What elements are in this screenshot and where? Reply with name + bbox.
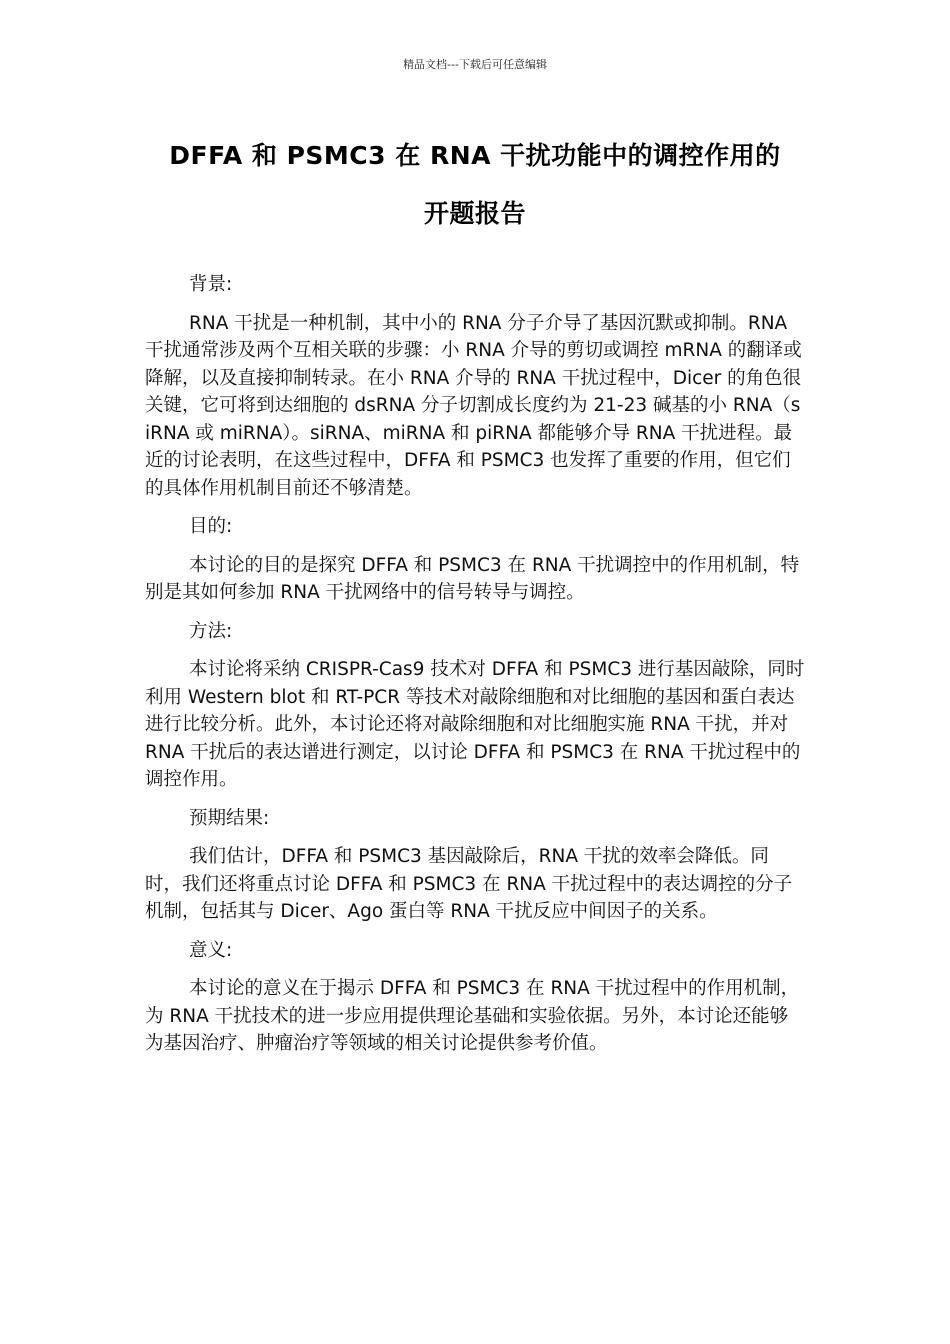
section-paragraph: 本讨论的意义在于揭示 DFFA 和 PSMC3 在 RNA 干扰过程中的作用机制，为 RNA 干扰技术的进一步应用提供理论基础和实验依据。另外，本讨论还能够为基因治疗、肿瘤治疗等领域的相关讨论提供参考价值。 (145, 978, 800, 1054)
section-heading: 方法: (189, 620, 233, 642)
section-paragraph: 我们估计，DFFA 和 PSMC3 基因敲除后，RNA 干扰的效率会降低。同时，我们还将重点讨论 DFFA 和 PSMC3 在 RNA 干扰过程中的表达调控的分子机制，包括其与 Dicer、Ago 蛋白等 RNA 干扰反应中间因子的关系。 (145, 846, 793, 922)
section-methods (145, 618, 805, 794)
section-background (145, 271, 805, 502)
section-heading: 目的: (189, 516, 233, 537)
section-expected-results (145, 805, 805, 926)
document-body (145, 271, 805, 1069)
section-paragraph: RNA 干扰是一种机制，其中小的 RNA 分子介导了基因沉默或抑制。RNA 干扰通常涉及两个互相关联的步骤：小 RNA 介导的剪切或调控 mRNA 的翻译或降解，以及直接抑制转录。在小 RNA 介导的 RNA 干扰过程中，Dicer 的角色很关键，它可将到达细胞的 dsRNA 分子切割成长度约为 21-23 碱基的小 RNA（siRNA 或 miRNA）。siRNA、miRNA 和 piRNA 都能够介导 RNA 干扰进程。最近的讨论表明，在这些过程中，DFFA 和 PSMC3 也发挥了重要的作用，但它们的具体作用机制目前还不够清楚。 (145, 312, 802, 499)
section-purpose (145, 513, 805, 607)
section-heading: 预期结果: (189, 807, 270, 829)
document-header-note: 精品文档---下载后可任意编辑 (403, 58, 547, 71)
section-significance (145, 937, 805, 1058)
section-heading: 背景: (189, 274, 233, 295)
document-title-line-2: 开题报告 (423, 199, 526, 228)
document-title-line-1: DFFA 和 PSMC3 在 RNA 干扰功能中的调控作用的 (169, 141, 781, 170)
section-paragraph: 本讨论将采纳 CRISPR-Cas9 技术对 DFFA 和 PSMC3 进行基因敲除，同时利用 Western blot 和 RT-PCR 等技术对敲除细胞和对比细胞的基因和蛋白表达进行比较分析。此外，本讨论还将对敲除细胞和对比细胞实施 RNA 干扰，并对 RNA 干扰后的表达谱进行测定，以讨论 DFFA 和 PSMC3 在 RNA 干扰过程中的调控作用。 (145, 659, 805, 790)
section-heading: 意义: (189, 939, 233, 961)
section-paragraph: 本讨论的目的是探究 DFFA 和 PSMC3 在 RNA 干扰调控中的作用机制，特别是其如何参加 RNA 干扰网络中的信号转导与调控。 (145, 554, 800, 603)
